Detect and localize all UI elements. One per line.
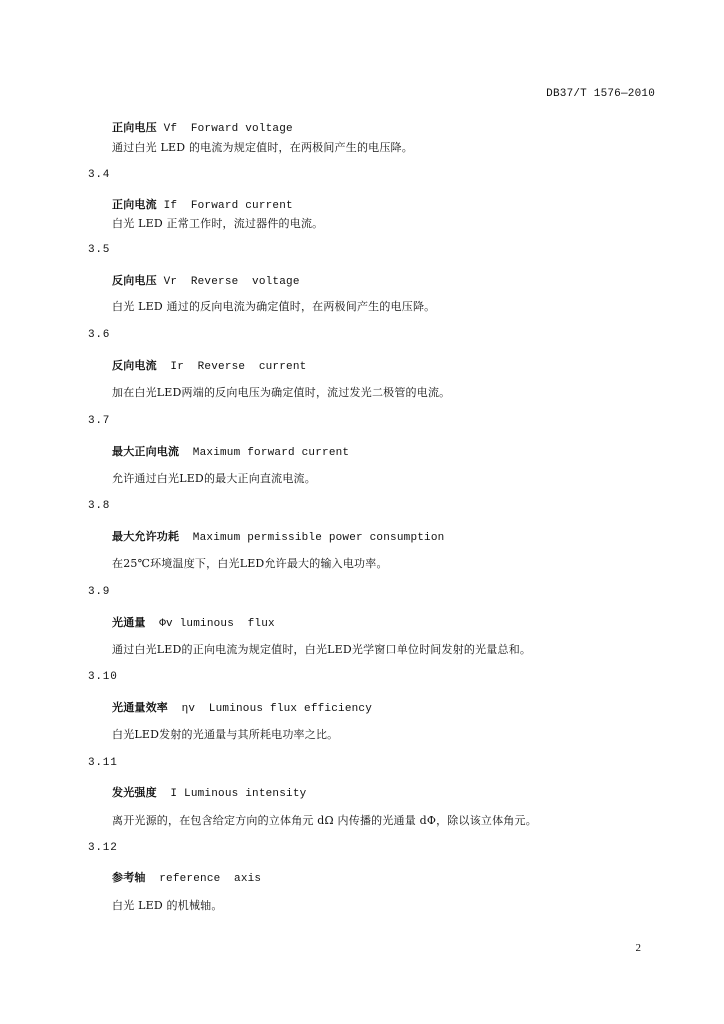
term-name-chinese: 正向电压	[112, 121, 157, 134]
term-definition: 加在白光LED两端的反向电压为确定值时，流过发光二极管的电流。	[112, 386, 451, 399]
term-name-chinese: 正向电流	[112, 198, 157, 211]
term-name-chinese: 发光强度	[112, 786, 157, 799]
term-definition: 白光 LED 的机械轴。	[112, 899, 223, 912]
term-name-chinese: 反向电压	[112, 274, 157, 287]
page-number: 2	[635, 942, 641, 954]
term-name-english: Vr Reverse voltage	[156, 276, 300, 288]
term-name-chinese: 最大允许功耗	[112, 530, 180, 543]
term-title	[112, 784, 306, 800]
term-title	[112, 357, 306, 373]
term-title	[112, 272, 300, 288]
term-title	[112, 869, 261, 885]
term-title	[112, 699, 372, 715]
term-name-chinese: 光通量	[112, 616, 146, 629]
term-title	[112, 614, 275, 630]
document-code-header: DB37/T 1576—2010	[546, 88, 655, 100]
term-definition: 允许通过白光LED的最大正向直流电流。	[112, 472, 316, 485]
term-definition: 离开光源的，在包含给定方向的立体角元 dΩ 内传播的光通量 dΦ，除以该立体角元。	[112, 814, 537, 827]
term-name-chinese: 光通量效率	[112, 701, 168, 714]
term-title	[112, 443, 349, 459]
clause-number: 3.10	[88, 671, 118, 683]
term-title	[112, 528, 444, 544]
term-definition: 白光 LED 通过的反向电流为确定值时，在两极间产生的电压降。	[112, 300, 436, 313]
term-name-english: Φv luminous flux	[145, 618, 275, 630]
term-name-chinese: 最大正向电流	[112, 445, 180, 458]
clause-number: 3.5	[88, 244, 111, 256]
term-name-chinese: 参考轴	[112, 871, 146, 884]
clause-number: 3.11	[88, 757, 118, 769]
term-name-english: Maximum permissible power consumption	[179, 532, 445, 544]
term-name-chinese: 反向电流	[112, 359, 157, 372]
term-name-english: If Forward current	[156, 200, 293, 212]
term-definition: 通过白光LED的正向电流为规定值时，白光LED光学窗口单位时间发射的光量总和。	[112, 643, 532, 656]
term-name-english: Vf Forward voltage	[156, 123, 293, 135]
term-name-english: Maximum forward current	[179, 447, 350, 459]
clause-number: 3.7	[88, 415, 111, 427]
term-definition: 通过白光 LED 的电流为规定值时，在两极间产生的电压降。	[112, 141, 413, 154]
clause-number: 3.6	[88, 329, 111, 341]
clause-number: 3.8	[88, 500, 111, 512]
term-name-english: ηv Luminous flux efficiency	[168, 703, 373, 715]
term-title	[112, 196, 293, 212]
term-title	[112, 119, 293, 135]
term-name-english: reference axis	[145, 873, 262, 885]
term-definition: 在25℃环境温度下，白光LED允许最大的输入电功率。	[112, 557, 388, 570]
term-name-english: Ir Reverse current	[156, 361, 307, 373]
term-name-english: I Luminous intensity	[156, 788, 307, 800]
clause-number: 3.9	[88, 586, 111, 598]
term-definition: 白光 LED 正常工作时，流过器件的电流。	[112, 217, 324, 230]
term-definition: 白光LED发射的光通量与其所耗电功率之比。	[112, 728, 339, 741]
clause-number: 3.12	[88, 842, 118, 854]
clause-number: 3.4	[88, 169, 111, 181]
